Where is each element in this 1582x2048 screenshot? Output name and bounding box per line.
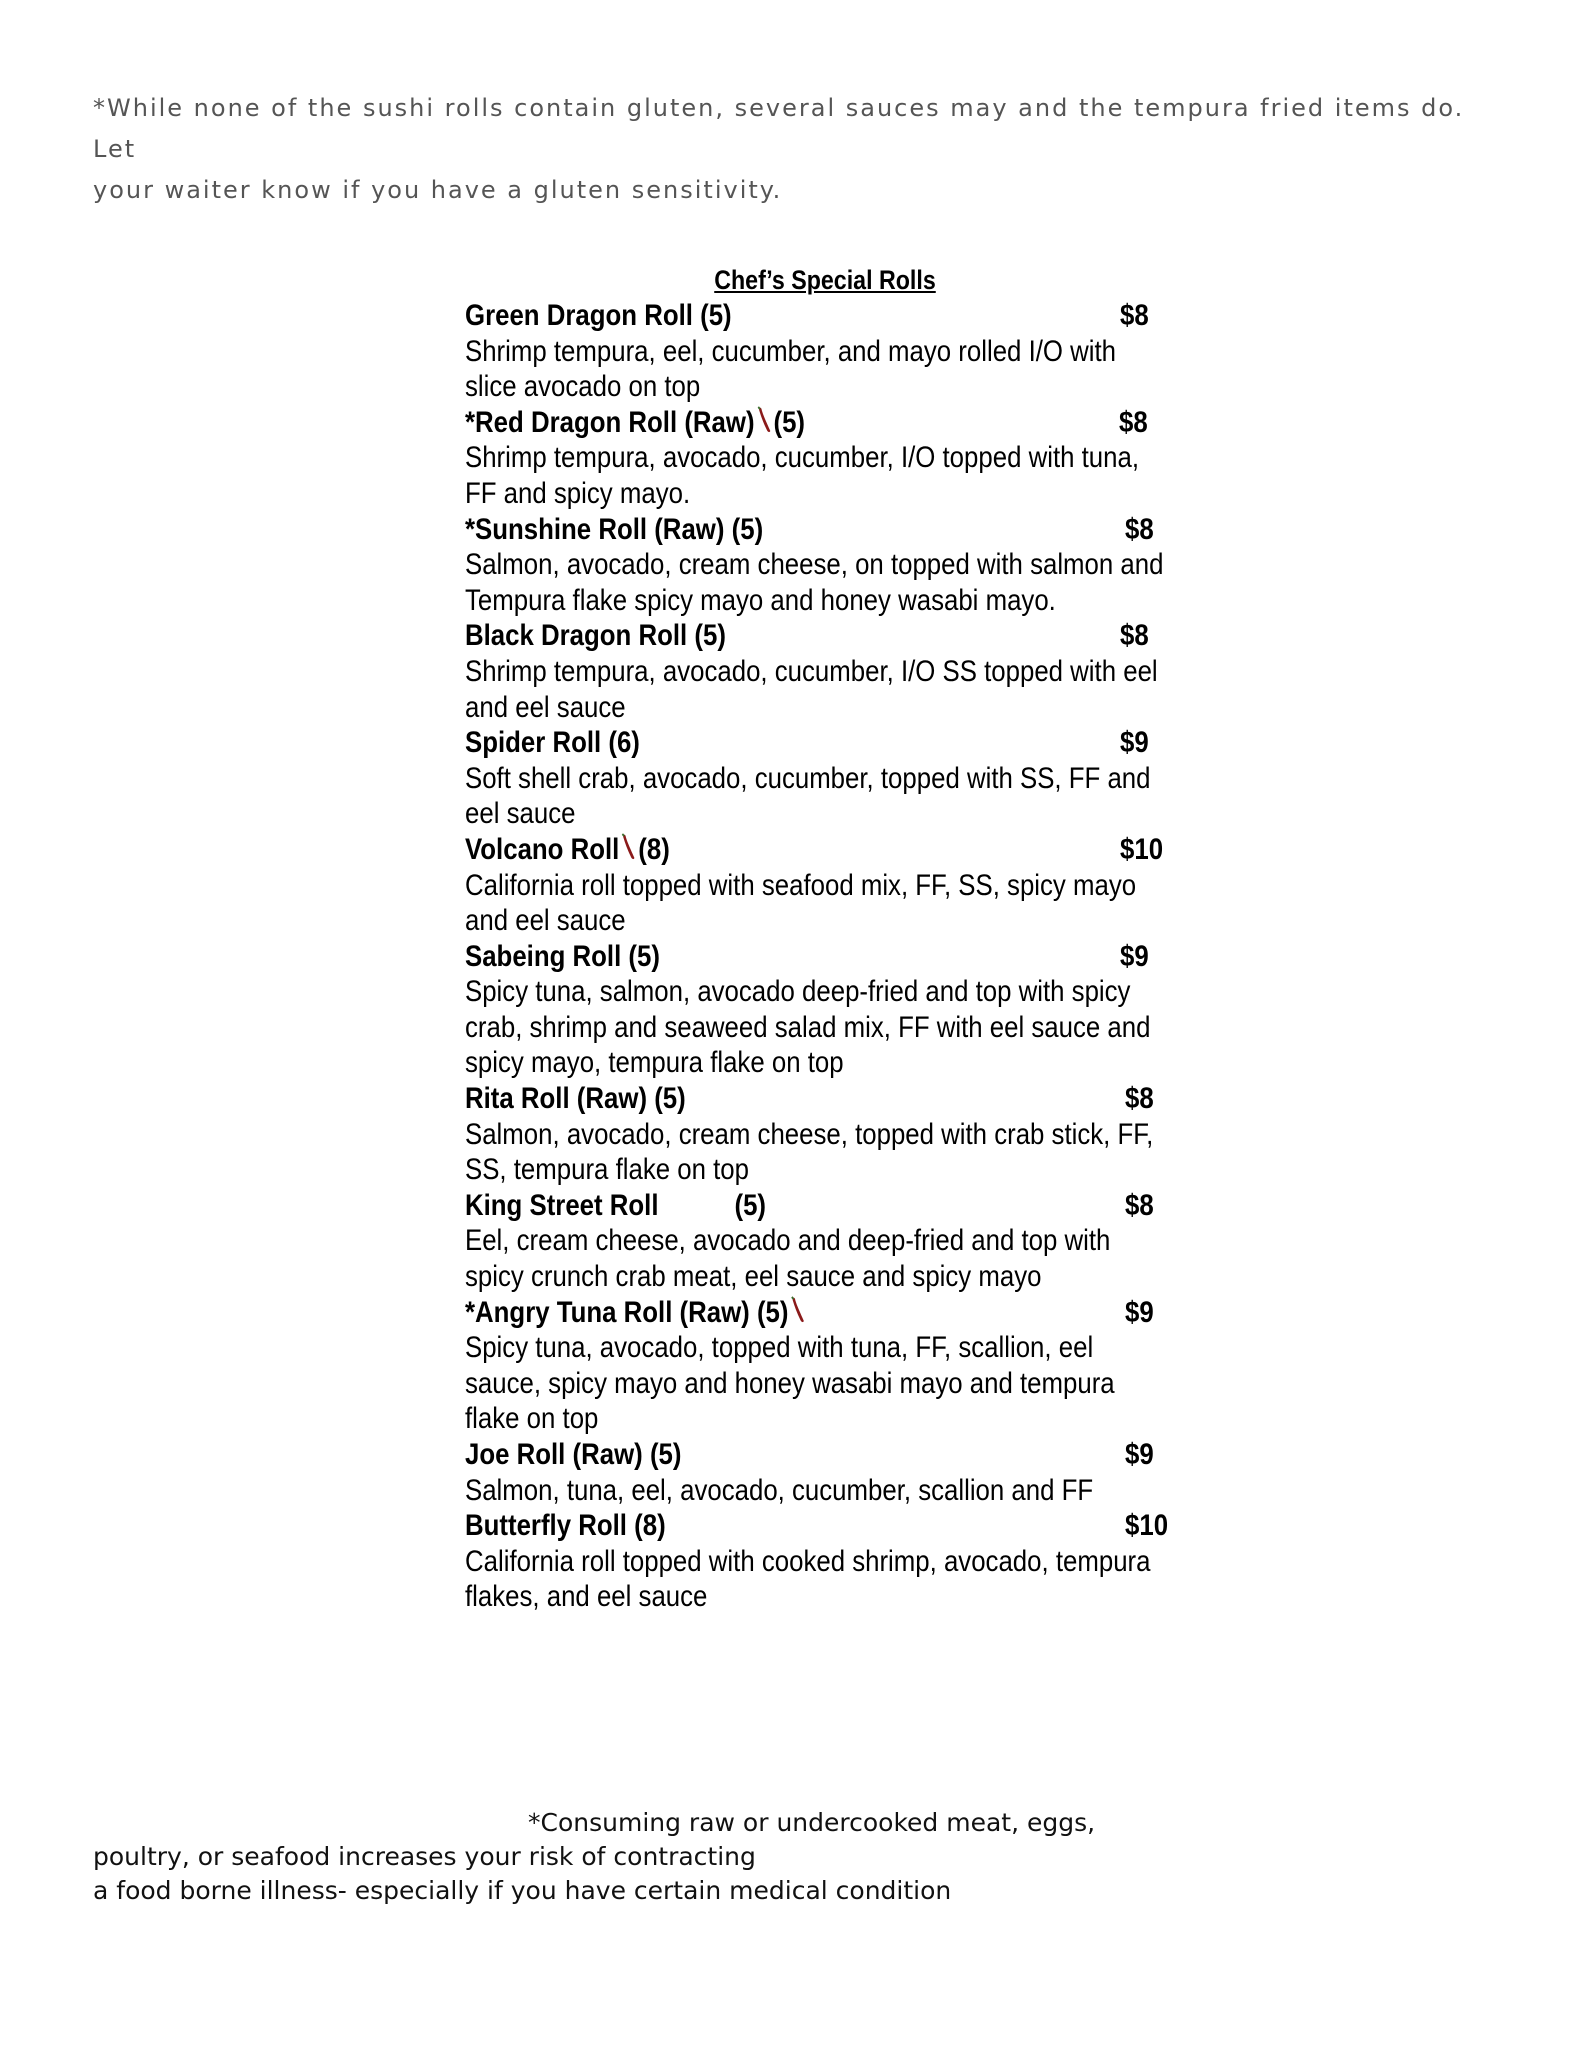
menu-item-description-line: Eel, cream cheese, avocado and deep-fried and top with [465, 1224, 1111, 1258]
menu-item-count: (5) [628, 939, 660, 973]
menu-item-title [465, 1081, 686, 1117]
menu-item-header [465, 1295, 1185, 1331]
menu-item-header [465, 725, 1185, 761]
menu-item-description-line: spicy crunch crab meat, eel sauce and spicy mayo [465, 1260, 1042, 1294]
gluten-note-line-1: *While none of the sushi rolls contain gluten, several sauces may and the tempura fried items do. Let [93, 94, 1465, 163]
menu-item-count: (8) [638, 832, 670, 866]
menu-item-name: Joe Roll (Raw) [465, 1438, 643, 1471]
menu-item-header [465, 1081, 1185, 1117]
menu-item-header [465, 405, 1185, 441]
menu-item-header [465, 939, 1185, 975]
menu-item [465, 1188, 1185, 1295]
menu-item-price: $9 [1125, 1295, 1154, 1329]
menu-item-title [465, 1437, 681, 1473]
menu-item-description-line: flakes, and eel sauce [465, 1580, 708, 1614]
menu-item-count: (8) [634, 1509, 666, 1543]
menu-item-count: (5) [649, 1438, 682, 1471]
menu-item-title [465, 1508, 666, 1544]
raw-notice-line-1: *Consuming raw or undercooked meat, eggs, [528, 1808, 1096, 1837]
raw-notice-line-3: a food borne illness- especially if you have certain medical condition [93, 1876, 952, 1905]
menu-item-description-line: Soft shell crab, avocado, cucumber, topped with SS, FF and [465, 761, 1151, 795]
chefs-special-rolls-section [465, 262, 1185, 1615]
menu-item-description-line: California roll topped with cooked shrimp, avocado, tempura [465, 1544, 1151, 1578]
menu-item-description-line: sauce, spicy mayo and honey wasabi mayo and tempura [465, 1366, 1115, 1400]
menu-item [465, 1081, 1185, 1188]
menu-item-title [465, 298, 732, 334]
menu-item-price: $9 [1125, 1438, 1154, 1471]
menu-item [465, 405, 1185, 512]
menu-item-header [465, 1188, 1185, 1224]
menu-item-name: *Angry Tuna Roll (Raw) [465, 1295, 750, 1329]
gluten-note-line-2: your waiter know if you have a gluten sensitivity. [93, 176, 783, 204]
menu-item-name: Butterfly Roll [465, 1509, 627, 1543]
menu-item-price: $8 [1125, 1082, 1154, 1116]
menu-item-name: Spider Roll [465, 726, 602, 760]
menu-item [465, 725, 1185, 832]
menu-item-description-line: crab, shrimp and seaweed salad mix, FF with eel sauce and [465, 1010, 1151, 1044]
menu-item-title [465, 618, 726, 654]
menu-item-name: *Sunshine Roll (Raw) [465, 512, 725, 546]
menu-item-count: (5) [654, 1082, 686, 1116]
menu-item-description-line: California roll topped with seafood mix, FF, SS, spicy mayo [465, 868, 1137, 902]
menu-item-count: (5) [773, 405, 806, 439]
chili-pepper-icon [756, 406, 771, 434]
menu-item-header [465, 512, 1185, 548]
menu-item-description-line: eel sauce [465, 797, 576, 831]
menu-item [465, 832, 1185, 939]
menu-item-price: $8 [1125, 512, 1154, 546]
menu-item-count: (5) [734, 1188, 767, 1222]
menu-item [465, 939, 1185, 1081]
menu-item-header [465, 1437, 1185, 1473]
menu-item-title [465, 1188, 766, 1224]
menu-item [465, 618, 1185, 725]
menu-item-name: Volcano Roll [465, 832, 620, 866]
menu-item-count: (6) [608, 726, 640, 760]
menu-item-header [465, 618, 1185, 654]
menu-item [465, 512, 1185, 619]
menu-item-name: *Red Dragon Roll (Raw) [465, 405, 755, 439]
menu-item-description-line: Salmon, tuna, eel, avocado, cucumber, scallion and FF [465, 1473, 1094, 1507]
menu-item-description-line: Tempura flake spicy mayo and honey wasabi mayo. [465, 583, 1056, 617]
menu-item-list [465, 298, 1185, 1615]
menu-item-price: $8 [1120, 619, 1149, 653]
menu-item-description-line: slice avocado on top [465, 370, 701, 404]
menu-item-price: $10 [1120, 832, 1164, 866]
menu-item-price: $8 [1120, 299, 1149, 332]
menu-item-title [465, 1295, 807, 1331]
menu-item-description-line: FF and spicy mayo. [465, 476, 691, 510]
menu-item-description-line: Shrimp tempura, eel, cucumber, and mayo rolled I/O with [465, 334, 1117, 368]
menu-item-description-line: Spicy tuna, salmon, avocado deep-fried and top with spicy [465, 975, 1131, 1009]
chili-pepper-icon [790, 1296, 805, 1324]
menu-item-name: Sabeing Roll [465, 939, 622, 973]
section-title: Chef’s Special Rolls [714, 265, 936, 295]
menu-item-name: Rita Roll (Raw) [465, 1082, 648, 1116]
menu-item-title [465, 832, 670, 868]
menu-item-description-line: spicy mayo, tempura flake on top [465, 1046, 844, 1080]
menu-item-description-line: Shrimp tempura, avocado, cucumber, I/O SS topped with eel [465, 654, 1158, 688]
menu-item-price: $10 [1125, 1509, 1169, 1543]
menu-item-title [465, 725, 640, 761]
menu-item-description-line: flake on top [465, 1402, 599, 1436]
menu-item-header [465, 1508, 1185, 1544]
menu-item-title [465, 512, 763, 548]
menu-item-price: $8 [1125, 1188, 1154, 1222]
menu-item-description-line: Shrimp tempura, avocado, cucumber, I/O topped with tuna, [465, 441, 1140, 475]
menu-item-description-line: and eel sauce [465, 904, 626, 938]
menu-item-description-line: Spicy tuna, avocado, topped with tuna, FF, scallion, eel [465, 1331, 1094, 1365]
menu-item-count: (5) [756, 1295, 789, 1329]
menu-item-title [465, 939, 660, 975]
menu-item-header [465, 298, 1185, 334]
menu-item-price: $8 [1119, 405, 1148, 439]
menu-item-name: Black Dragon Roll [465, 619, 688, 653]
menu-item-price: $9 [1120, 726, 1149, 760]
menu-item-count: (5) [700, 299, 732, 332]
menu-item [465, 1437, 1185, 1508]
menu-item [465, 1508, 1185, 1615]
raw-notice-line-2: poultry, or seafood increases your risk of contracting [93, 1842, 756, 1871]
menu-item-title [465, 405, 805, 441]
menu-item-count: (5) [694, 619, 726, 653]
menu-item [465, 298, 1185, 405]
menu-item-description-line: SS, tempura flake on top [465, 1153, 749, 1187]
raw-food-notice [93, 1806, 1193, 1908]
menu-item-name: Green Dragon Roll [465, 299, 693, 332]
gluten-note [93, 88, 1493, 211]
menu-item-price: $9 [1120, 939, 1149, 973]
menu-item-description-line: Salmon, avocado, cream cheese, topped with crab stick, FF, [465, 1117, 1154, 1151]
chili-pepper-icon [621, 833, 636, 861]
menu-item-description-line: Salmon, avocado, cream cheese, on topped with salmon and [465, 548, 1164, 582]
menu-item [465, 1295, 1185, 1437]
menu-item-name: King Street Roll [465, 1188, 659, 1222]
menu-item-description-line: and eel sauce [465, 690, 626, 724]
menu-item-count: (5) [731, 512, 764, 546]
menu-item-header [465, 832, 1185, 868]
